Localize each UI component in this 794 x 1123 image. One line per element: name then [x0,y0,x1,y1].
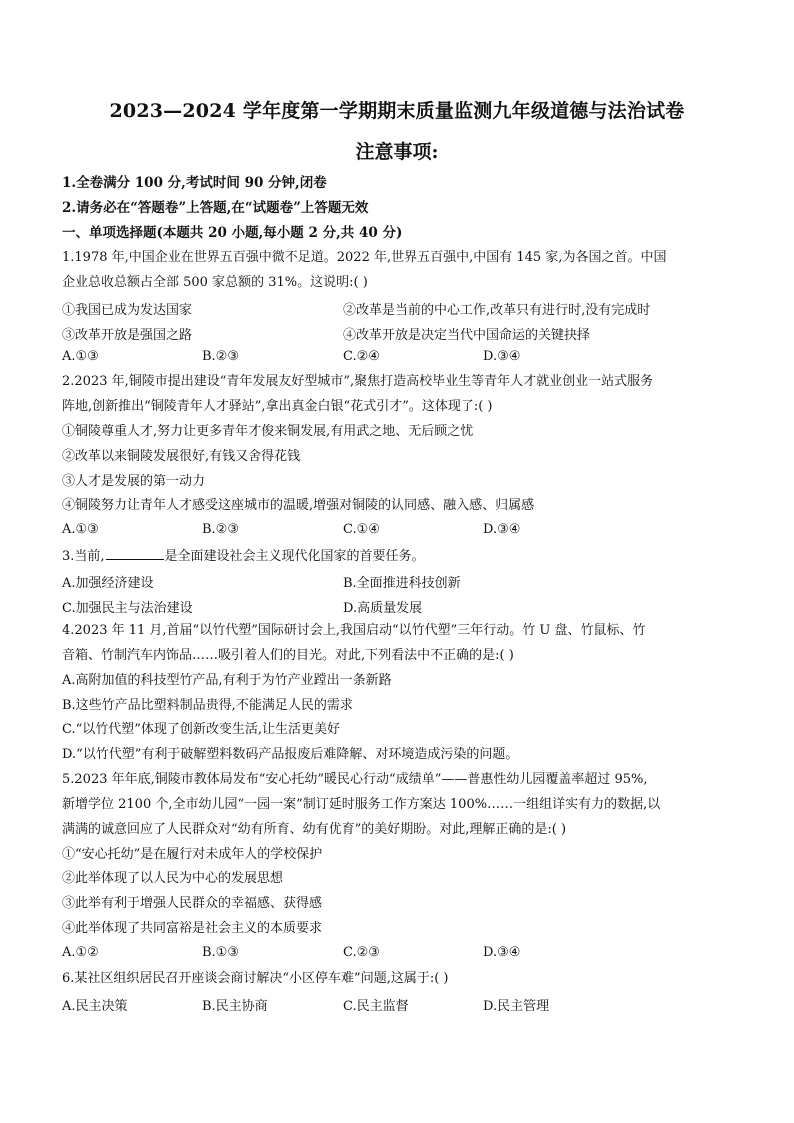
q3-option-d: D.高质量发展 [343,601,423,616]
q5-line-2: 新增学位 2100 个,全市幼儿园“一园一案”制订延时服务工作方案达 100%……一组组详实有力的数据,以 [62,797,661,812]
q1-option-b: B.②③ [202,349,239,364]
q6-option-d: D.民主管理 [483,999,550,1014]
q5-option-a: A.①② [62,945,99,960]
q6-option-c: C.民主监督 [343,999,409,1014]
q3-prefix: 3.当前, [62,549,105,564]
q5-option-b: B.①③ [202,945,239,960]
q1-option-a: A.①③ [62,349,99,364]
q6-stem: 6.某社区组织居民召开座谈会商讨解决“小区停车难”问题,这属于:( ) [62,971,449,986]
q4-line-2: 音箱、竹制汽车内饰品……吸引着人们的目光。对此,下列看法中不正确的是:( ) [62,648,514,663]
q6-option-a: A.民主决策 [62,999,128,1014]
q4-line-1: 4.2023 年 11 月,首届“以竹代塑”国际研讨会上,我国启动“以竹代塑”三年行动。竹 U 盘、竹鼠标、竹 [62,623,646,638]
q1-line-2: 企业总收总额占全部 500 家总额的 31%。这说明:( ) [62,275,368,290]
q2-stmt-1: ①铜陵尊重人才,努力让更多青年才俊来铜发展,有用武之地、无后顾之忧 [62,424,474,439]
q2-option-b: B.②③ [202,522,239,537]
exam-title: 2023—2024 学年度第一学期期末质量监测九年级道德与法治试卷 [109,100,685,122]
q2-option-d: D.③④ [483,522,521,537]
q3-stem [62,547,425,566]
q1-stmt-2: ②改革是当前的中心工作,改革只有进行时,没有完成时 [343,303,651,318]
q3-option-c: C.加强民主与法治建设 [62,601,193,616]
section-heading: 一、单项选择题(本题共 20 小题,每小题 2 分,共 40 分) [62,225,403,241]
notice-heading: 注意事项: [355,141,439,163]
q1-line-1: 1.1978 年,中国企业在世界五百强中微不足道。2022 年,世界五百强中,中国有 145 家,为各国之首。中国 [62,250,667,265]
q2-stmt-3: ③人才是发展的第一动力 [62,474,206,489]
q1-stmt-4: ④改革开放是决定当代中国命运的关键抉择 [343,328,591,343]
q2-line-1: 2.2023 年,铜陵市提出建设“青年发展友好型城市”,聚焦打造高校毕业生等青年人才就业创业一站式服务 [62,374,654,389]
q5-stmt-4: ④此举体现了共同富裕是社会主义的本质要求 [62,921,323,936]
q1-stmt-1: ①我国已成为发达国家 [62,303,193,318]
q5-stmt-3: ③此举有利于增强人民群众的幸福感、获得感 [62,896,323,911]
q1-option-d: D.③④ [483,349,521,364]
q6-option-b: B.民主协商 [202,999,268,1014]
q5-option-c: C.②③ [343,945,380,960]
q5-line-1: 5.2023 年年底,铜陵市教体局发布“安心托幼”暖民心行动“成绩单”——普惠性幼儿园覆盖率超过 95%, [62,772,648,787]
notice-item-2: 2.请务必在“答题卷”上答题,在“试题卷”上答题无效 [62,200,369,216]
q4-option-d: D.“以竹代塑”有利于破解塑料数码产品报废后难降解、对环境造成污染的问题。 [62,747,519,762]
q3-suffix: 是全面建设社会主义现代化国家的首要任务。 [164,549,425,564]
q1-option-c: C.②④ [343,349,380,364]
q4-option-a: A.高附加值的科技型竹产品,有利于为竹产业蹚出一条新路 [62,673,392,688]
q2-option-c: C.①④ [343,522,380,537]
q2-option-a: A.①③ [62,522,99,537]
q4-option-b: B.这些竹产品比塑料制品贵得,不能满足人民的需求 [62,698,353,713]
q5-stmt-2: ②此举体现了以人民为中心的发展思想 [62,871,284,886]
q3-blank [106,547,164,560]
q3-option-a: A.加强经济建设 [62,576,154,591]
q5-stmt-1: ①“安心托幼”是在履行对未成年人的学校保护 [62,847,323,862]
q2-stmt-4: ④铜陵努力让青年人才感受这座城市的温暖,增强对铜陵的认同感、融入感、归属感 [62,498,535,513]
q5-option-d: D.③④ [483,945,521,960]
q5-line-3: 满满的诚意回应了人民群众对“幼有所育、幼有优育”的美好期盼。对此,理解正确的是:( ) [62,822,567,837]
notice-item-1: 1.全卷满分 100 分,考试时间 90 分钟,闭卷 [62,175,327,191]
q3-option-b: B.全面推进科技创新 [343,576,461,591]
q1-stmt-3: ③改革开放是强国之路 [62,328,193,343]
q2-line-2: 阵地,创新推出“铜陵青年人才驿站”,拿出真金白银“花式引才”。这体现了:( ) [62,399,493,414]
q4-option-c: C.“以竹代塑”体现了创新改变生活,让生活更美好 [62,722,341,737]
q2-stmt-2: ②改革以来铜陵发展很好,有钱又舍得花钱 [62,449,301,464]
